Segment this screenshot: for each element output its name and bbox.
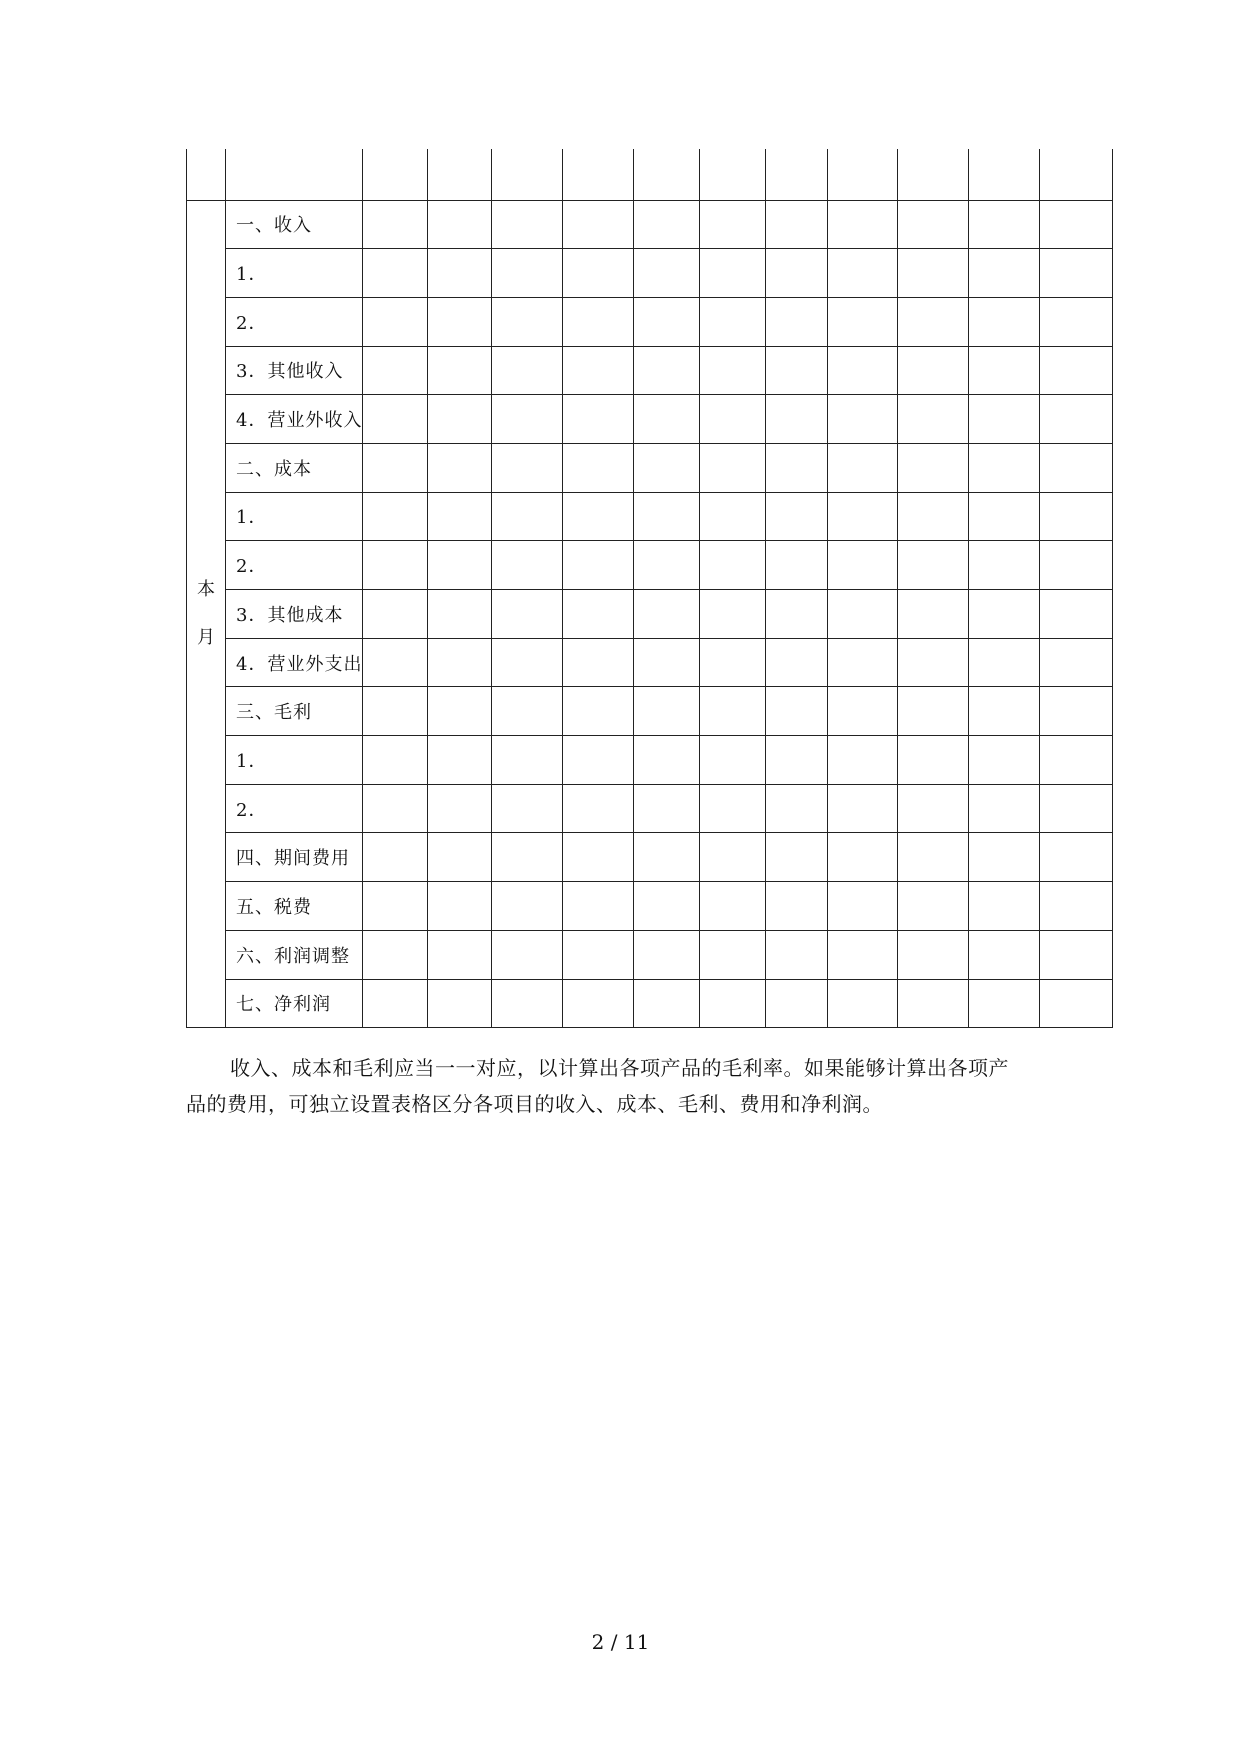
table-cell: [634, 736, 700, 785]
table-cell: [634, 930, 700, 979]
table-cell: [428, 930, 492, 979]
table-cell: [766, 443, 828, 492]
table-cell: [1040, 833, 1113, 882]
table-cell: [363, 736, 428, 785]
table-cell: [563, 736, 634, 785]
table-cell: [492, 930, 563, 979]
table-cell: [898, 541, 969, 590]
table-body: [187, 149, 1113, 1028]
table-cell: [363, 395, 428, 444]
table-cell: [969, 736, 1040, 785]
row-label: 3．其他收入: [226, 346, 363, 395]
table-cell: [1040, 443, 1113, 492]
table-cell: [563, 297, 634, 346]
table-cell: [634, 346, 700, 395]
table-cell: [1040, 249, 1113, 298]
table-cell: [700, 687, 766, 736]
table-cell: [828, 346, 898, 395]
table-cell: [634, 149, 700, 200]
table-cell: [766, 395, 828, 444]
table-cell: [428, 200, 492, 249]
table-row: [187, 297, 1113, 346]
table-row: [187, 784, 1113, 833]
table-row: [187, 590, 1113, 639]
table-cell: [766, 200, 828, 249]
table-cell: [700, 346, 766, 395]
table-cell: [363, 590, 428, 639]
note-line: [186, 1050, 1066, 1086]
table-cell: [969, 687, 1040, 736]
table-cell: [428, 638, 492, 687]
table-cell: [187, 149, 226, 200]
table-cell: [363, 200, 428, 249]
table-cell: [828, 443, 898, 492]
table-cell: [969, 590, 1040, 639]
table-cell: [634, 687, 700, 736]
table-cell: [700, 200, 766, 249]
table-cell: [898, 736, 969, 785]
table-cell: [363, 784, 428, 833]
table-cell: [492, 149, 563, 200]
table-cell: [363, 930, 428, 979]
table-cell: [563, 492, 634, 541]
table-cell: [828, 297, 898, 346]
table-cell: [898, 687, 969, 736]
table-cell: [828, 784, 898, 833]
table-cell: [563, 249, 634, 298]
table-cell: [700, 736, 766, 785]
table-cell: [700, 930, 766, 979]
table-cell: [428, 249, 492, 298]
table-cell: [492, 492, 563, 541]
table-cell: [363, 443, 428, 492]
table-cell: [969, 784, 1040, 833]
table-cell: [1040, 638, 1113, 687]
table-cell: [898, 882, 969, 931]
table-cell: [766, 736, 828, 785]
period-label-char: 本: [197, 578, 215, 600]
table-cell: [828, 200, 898, 249]
table-cell: [700, 979, 766, 1028]
table-cell: [700, 833, 766, 882]
table-cell: [1040, 784, 1113, 833]
table-cell: [828, 149, 898, 200]
table-cell: [766, 149, 828, 200]
table-row-continued: [187, 149, 1113, 200]
table-cell: [766, 541, 828, 590]
table-cell: [898, 930, 969, 979]
table-cell: [898, 249, 969, 298]
table-cell: [828, 541, 898, 590]
table-cell: [828, 833, 898, 882]
table-cell: [969, 297, 1040, 346]
table-cell: [563, 784, 634, 833]
table-cell: [363, 979, 428, 1028]
income-statement-table: [186, 149, 1113, 1028]
row-label: 3．其他成本: [226, 590, 363, 639]
table-cell: [1040, 687, 1113, 736]
table-cell: [492, 249, 563, 298]
table-cell: [492, 882, 563, 931]
table-cell: [898, 979, 969, 1028]
table-cell: [563, 833, 634, 882]
table-cell: [563, 443, 634, 492]
table-cell: [1040, 200, 1113, 249]
table-cell: [828, 687, 898, 736]
row-label: 1．: [226, 492, 363, 541]
table-cell: [634, 297, 700, 346]
page-number: 2 / 11: [591, 1630, 650, 1654]
table-cell: [1040, 736, 1113, 785]
table-cell: [634, 249, 700, 298]
table-row: [187, 687, 1113, 736]
table-cell: [828, 395, 898, 444]
table-cell: [700, 395, 766, 444]
period-label-char: 月: [197, 626, 215, 648]
table-cell: [492, 541, 563, 590]
table-cell: [428, 443, 492, 492]
table-cell: [969, 541, 1040, 590]
table-cell: [969, 346, 1040, 395]
table-cell: [634, 784, 700, 833]
table-cell: [634, 979, 700, 1028]
table-cell: [828, 979, 898, 1028]
table-cell: [634, 638, 700, 687]
table-cell: [634, 395, 700, 444]
table-cell: [766, 249, 828, 298]
table-cell: [634, 882, 700, 931]
table-cell: [969, 979, 1040, 1028]
table-cell: [492, 833, 563, 882]
table-cell: [563, 590, 634, 639]
row-label: 三、毛利: [226, 687, 363, 736]
row-label: 2．: [226, 297, 363, 346]
table-cell: [969, 200, 1040, 249]
table-cell: [428, 833, 492, 882]
table-cell: [363, 297, 428, 346]
table-cell: [700, 541, 766, 590]
table-cell: [766, 346, 828, 395]
table-cell: [563, 882, 634, 931]
table-cell: [700, 249, 766, 298]
table-cell: [428, 687, 492, 736]
table-cell: [634, 443, 700, 492]
table-cell: [969, 149, 1040, 200]
table-cell: [428, 541, 492, 590]
note-line-1: 收入、成本和毛利应当一一对应，以计算出各项产品的毛利率。如果能够计算出各项产: [230, 1056, 1009, 1080]
explanatory-note: [186, 1050, 1066, 1122]
table-cell: [898, 638, 969, 687]
table-row: [187, 249, 1113, 298]
table-cell: [766, 784, 828, 833]
table-row: [187, 736, 1113, 785]
table-cell: [428, 492, 492, 541]
table-cell: [428, 784, 492, 833]
table-cell: [1040, 590, 1113, 639]
table-cell: [1040, 297, 1113, 346]
table-cell: [563, 346, 634, 395]
table-cell: [766, 638, 828, 687]
table-cell: [634, 590, 700, 639]
table-cell: [969, 638, 1040, 687]
table-cell: [766, 297, 828, 346]
table-cell: [700, 590, 766, 639]
table-cell: [828, 249, 898, 298]
table-cell: [363, 687, 428, 736]
table-cell: [1040, 492, 1113, 541]
table-cell: [1040, 979, 1113, 1028]
table-cell: [428, 346, 492, 395]
table-cell: [898, 395, 969, 444]
table-cell: [634, 200, 700, 249]
table-cell: [428, 736, 492, 785]
note-line-2: 品的费用，可独立设置表格区分各项目的收入、成本、毛利、费用和净利润。: [186, 1092, 883, 1116]
table-cell: [700, 443, 766, 492]
table-cell: [363, 882, 428, 931]
table-cell: [700, 882, 766, 931]
table-cell: [898, 346, 969, 395]
table-cell: [363, 833, 428, 882]
table-cell: [700, 638, 766, 687]
row-label: 2．: [226, 541, 363, 590]
row-label: 4．营业外收入: [226, 395, 363, 444]
table-cell: [492, 687, 563, 736]
row-label: 二、成本: [226, 443, 363, 492]
table-cell: [226, 149, 363, 200]
table-cell: [492, 200, 563, 249]
table-cell: [700, 492, 766, 541]
table-cell: [1040, 541, 1113, 590]
row-label: 四、期间费用: [226, 833, 363, 882]
table-cell: [634, 492, 700, 541]
table-cell: [766, 979, 828, 1028]
table-cell: [363, 638, 428, 687]
table-cell: [766, 687, 828, 736]
table-cell: [363, 149, 428, 200]
table-cell: [563, 979, 634, 1028]
table-cell: [766, 882, 828, 931]
table-cell: [563, 930, 634, 979]
table-row: [187, 638, 1113, 687]
table-row: [187, 833, 1113, 882]
table-cell: [428, 297, 492, 346]
table-cell: [363, 541, 428, 590]
table-cell: [563, 395, 634, 444]
table-cell: [428, 149, 492, 200]
table-cell: [428, 590, 492, 639]
table-cell: [969, 882, 1040, 931]
table-cell: [898, 200, 969, 249]
table-cell: [828, 736, 898, 785]
table-cell: [898, 443, 969, 492]
table-cell: [492, 346, 563, 395]
table-cell: [428, 395, 492, 444]
table-cell: [363, 346, 428, 395]
table-cell: [428, 979, 492, 1028]
table-cell: [898, 149, 969, 200]
table-cell: [492, 784, 563, 833]
table-cell: [363, 492, 428, 541]
table-row: [187, 346, 1113, 395]
row-label: 1．: [226, 249, 363, 298]
table-cell: [563, 149, 634, 200]
row-label: 七、净利润: [226, 979, 363, 1028]
table-row: [187, 979, 1113, 1028]
table-cell: [634, 833, 700, 882]
table-cell: [1040, 149, 1113, 200]
table-cell: [1040, 882, 1113, 931]
table-cell: [700, 297, 766, 346]
table-cell: [492, 590, 563, 639]
table-cell: [1040, 395, 1113, 444]
table-cell: [634, 541, 700, 590]
table-cell: [428, 882, 492, 931]
table-row: [187, 492, 1113, 541]
table-cell: [363, 249, 428, 298]
table-cell: [492, 736, 563, 785]
table-row: [187, 930, 1113, 979]
table-cell: [563, 541, 634, 590]
table-cell: [492, 395, 563, 444]
table-cell: [1040, 346, 1113, 395]
table-cell: [969, 492, 1040, 541]
table-cell: [828, 492, 898, 541]
table-row: [187, 443, 1113, 492]
table-cell: [969, 930, 1040, 979]
table-cell: [969, 249, 1040, 298]
table-cell: [492, 297, 563, 346]
row-label: 4．营业外支出: [226, 638, 363, 687]
table-cell: [898, 297, 969, 346]
table-cell: [700, 149, 766, 200]
table-cell: [700, 784, 766, 833]
table-cell: [766, 833, 828, 882]
table-row: [187, 395, 1113, 444]
row-label: 五、税费: [226, 882, 363, 931]
table-cell: [898, 784, 969, 833]
table-cell: [563, 200, 634, 249]
row-label: 2．: [226, 784, 363, 833]
row-label: 六、利润调整: [226, 930, 363, 979]
table-cell: [1040, 930, 1113, 979]
table-cell: [898, 833, 969, 882]
table-row: [187, 541, 1113, 590]
table-cell: [766, 930, 828, 979]
table-cell: [766, 492, 828, 541]
table-cell: [492, 979, 563, 1028]
table-cell: [828, 590, 898, 639]
table-row: [187, 882, 1113, 931]
row-label: 1．: [226, 736, 363, 785]
table-cell: [969, 443, 1040, 492]
table-cell: [766, 590, 828, 639]
period-label: [187, 200, 226, 1028]
table-cell: [828, 638, 898, 687]
row-label: 一、收入: [226, 200, 363, 249]
table-cell: [563, 638, 634, 687]
table-cell: [828, 882, 898, 931]
table-cell: [563, 687, 634, 736]
table-cell: [898, 590, 969, 639]
table-cell: [828, 930, 898, 979]
table-cell: [969, 833, 1040, 882]
table-cell: [969, 395, 1040, 444]
table-cell: [898, 492, 969, 541]
table-row: [187, 200, 1113, 249]
table-cell: [492, 443, 563, 492]
table-cell: [492, 638, 563, 687]
